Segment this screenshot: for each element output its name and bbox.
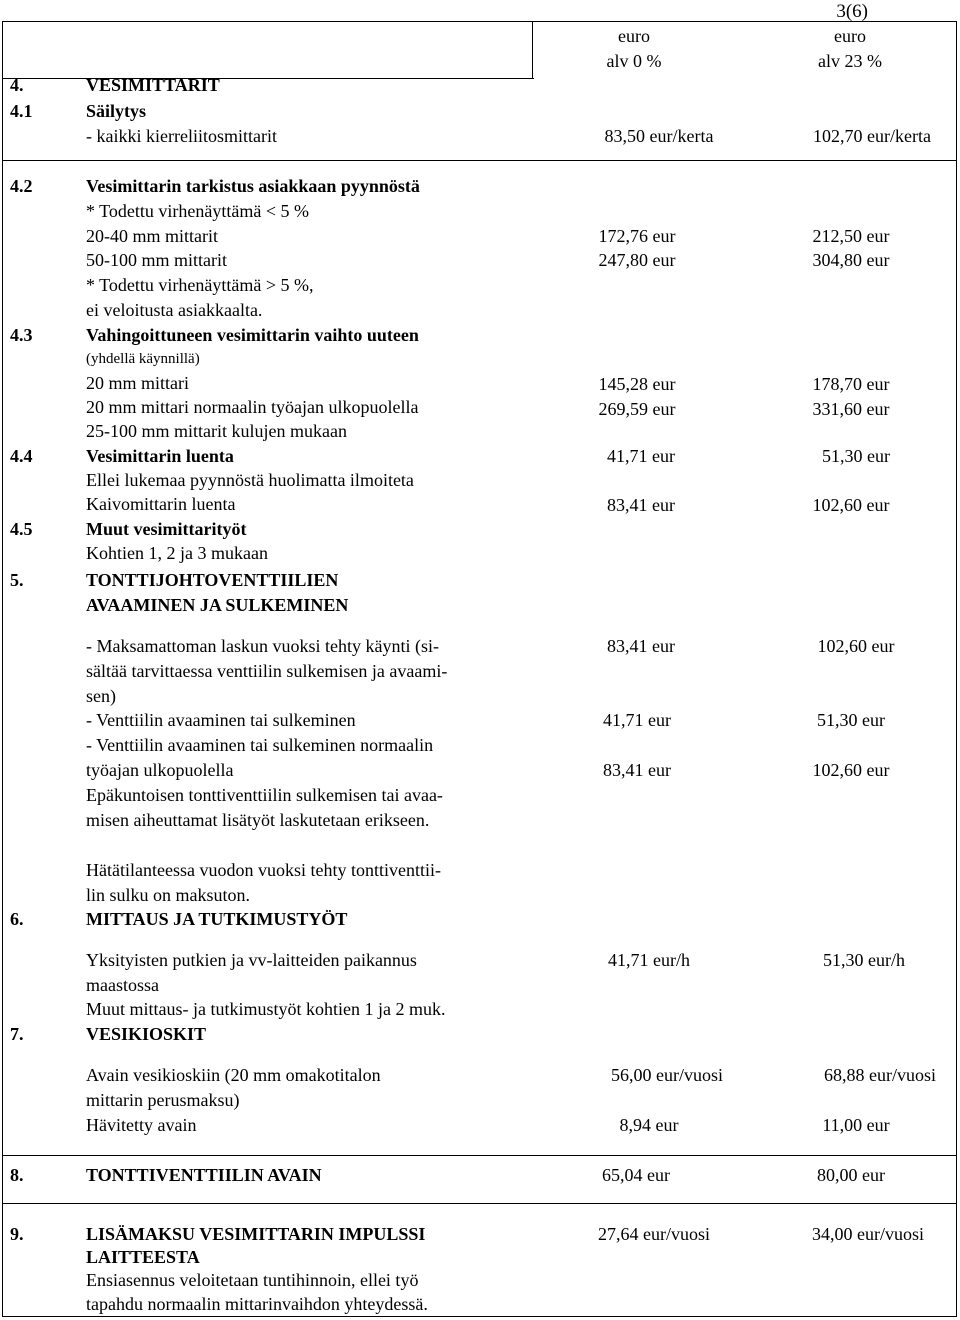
section-4-3-line-3: 25-100 mm mittarit kulujen mukaan — [86, 421, 347, 441]
section-5-line-5: - Venttiilin avaaminen tai sulkeminen normaalin — [86, 735, 434, 755]
section-4-3-title: Vahingoittuneen vesimittarin vaihto uuteen — [86, 325, 419, 345]
section-4-4-number: 4.4 — [10, 446, 33, 466]
section-4-1-line: - kaikki kierreliitosmittarit — [86, 126, 277, 146]
section-6-line-1-price-vat0: 41,71 eur/h — [608, 950, 690, 970]
section-5-line-1-price-vat0: 83,41 eur — [607, 636, 675, 656]
section-7-title: VESIKIOSKIT — [86, 1024, 207, 1044]
section-5-line-4-price-vat0: 41,71 eur — [603, 710, 671, 730]
section-5-line-6-price-vat0: 83,41 eur — [603, 760, 671, 780]
section-9-title-2: LAITTEESTA — [86, 1247, 200, 1267]
section-4-1-price-vat0: 83,50 eur/kerta — [604, 126, 714, 146]
section-4-number: 4. — [10, 75, 24, 95]
section-5-title-2: AVAAMINEN JA SULKEMINEN — [86, 595, 349, 615]
section-4-2-line-2-price-vat0: 172,76 eur — [598, 226, 676, 246]
section-4-2-line-4: * Todettu virhenäyttämä > 5 %, — [86, 275, 314, 295]
section-4-5-number: 4.5 — [10, 519, 33, 539]
section-4-4-price-vat0: 41,71 eur — [607, 446, 675, 466]
section-5-line-1: - Maksamattoman laskun vuoksi tehty käynti (si- — [86, 636, 439, 656]
section-5-line-3: sen) — [86, 686, 116, 706]
section-4-5-title: Muut vesimittarityöt — [86, 519, 247, 539]
section-4-3-number: 4.3 — [10, 325, 33, 345]
section-6-title: MITTAUS JA TUTKIMUSTYÖT — [86, 909, 348, 929]
col-header-vat0: alv 0 % — [606, 51, 662, 71]
section-7-line-1-price-vat0: 56,00 eur/vuosi — [611, 1065, 723, 1085]
section-4-2-line-2-price-vat23: 212,50 eur — [812, 226, 890, 246]
section-4-5-line-1: Kohtien 1, 2 ja 3 mukaan — [86, 543, 268, 563]
section-5-line-8: misen aiheuttamat lisätyöt laskutetaan erikseen. — [86, 810, 430, 830]
section-6-line-3: Muut mittaus- ja tutkimustyöt kohtien 1 ja 2 muk. — [86, 999, 446, 1019]
section-4-3-line-2: 20 mm mittari normaalin työajan ulkopuolella — [86, 397, 419, 417]
section-4-4-line-2: Kaivomittarin luenta — [86, 494, 236, 514]
section-5-line-10: lin sulku on maksuton. — [86, 885, 251, 905]
section-4-3-subtitle: (yhdellä käynnillä) — [86, 351, 200, 367]
section-5-line-2: sältää tarvittaessa venttiilin sulkemisen ja avaami- — [86, 661, 448, 681]
section-4-4-line-1: Ellei lukemaa pyynnöstä huolimatta ilmoiteta — [86, 470, 414, 490]
section-4-1-price-vat23: 102,70 eur/kerta — [813, 126, 931, 146]
section-4-2-title: Vesimittarin tarkistus asiakkaan pyynnöstä — [86, 176, 420, 196]
section-8-number: 8. — [10, 1165, 24, 1185]
section-8-title: TONTTIVENTTIILIN AVAIN — [86, 1165, 322, 1185]
section-4-1-number: 4.1 — [10, 101, 33, 121]
section-7-number: 7. — [10, 1024, 24, 1044]
section-4-3-line-2-price-vat0: 269,59 eur — [598, 399, 676, 419]
section-5-line-4: - Venttiilin avaaminen tai sulkeminen — [86, 710, 356, 730]
section-9-number: 9. — [10, 1224, 24, 1244]
section-4-2-line-5: ei veloitusta asiakkaalta. — [86, 300, 263, 320]
section-5-line-1-price-vat23: 102,60 eur — [817, 636, 895, 656]
section-5-number: 5. — [10, 570, 24, 590]
section-4-4-price-vat23: 51,30 eur — [822, 446, 890, 466]
section-4-2-line-2: 20-40 mm mittarit — [86, 226, 218, 246]
section-8-price-vat0: 65,04 eur — [602, 1165, 670, 1185]
col-header-vat23: alv 23 % — [818, 51, 882, 71]
section-7-line-2: mittarin perusmaksu) — [86, 1090, 240, 1110]
section-4-1-title: Säilytys — [86, 101, 147, 121]
section-6-line-1: Yksityisten putkien ja vv-laitteiden paikannus — [86, 950, 417, 970]
section-5-line-6: työajan ulkopuolella — [86, 760, 234, 780]
section-4-3-line-1-price-vat0: 145,28 eur — [598, 374, 676, 394]
section-9-title-1: LISÄMAKSU VESIMITTARIN IMPULSSI — [86, 1224, 426, 1244]
section-6-number: 6. — [10, 909, 24, 929]
section-4-title: VESIMITTARIT — [86, 75, 220, 95]
section-7-line-3: Hävitetty avain — [86, 1115, 197, 1135]
section-9-price-vat23: 34,00 eur/vuosi — [812, 1224, 924, 1244]
col-header-euro-2: euro — [834, 26, 866, 46]
section-4-2-line-1: * Todettu virhenäyttämä < 5 % — [86, 201, 310, 221]
section-9-line-1: Ensiasennus veloitetaan tuntihinnoin, ellei työ — [86, 1270, 419, 1290]
section-4-2-number: 4.2 — [10, 176, 33, 196]
section-rule-4-1 — [2, 160, 957, 161]
section-6-line-1-price-vat23: 51,30 eur/h — [823, 950, 905, 970]
header-divider — [532, 21, 533, 78]
col-header-euro-1: euro — [618, 26, 650, 46]
section-7-line-1-price-vat23: 68,88 eur/vuosi — [824, 1065, 936, 1085]
section-4-4-title: Vesimittarin luenta — [86, 446, 234, 466]
section-7-line-3-price-vat23: 11,00 eur — [822, 1115, 890, 1135]
page-number: 3(6) — [836, 1, 868, 22]
header-rule — [2, 78, 534, 79]
section-6-line-2: maastossa — [86, 975, 159, 995]
section-9-price-vat0: 27,64 eur/vuosi — [598, 1224, 710, 1244]
section-4-4-line-2-price-vat23: 102,60 eur — [812, 495, 890, 515]
section-5-title-1: TONTTIJOHTOVENTTIILIEN — [86, 570, 339, 590]
section-5-line-4-price-vat23: 51,30 eur — [817, 710, 885, 730]
section-4-4-line-2-price-vat0: 83,41 eur — [607, 495, 675, 515]
section-7-line-1: Avain vesikioskiin (20 mm omakotitalon — [86, 1065, 381, 1085]
section-5-line-7: Epäkuntoisen tonttiventtiilin sulkemisen tai avaa- — [86, 785, 443, 805]
section-9-line-2: tapahdu normaalin mittarinvaihdon yhteydessä. — [86, 1294, 428, 1314]
section-rule-8 — [2, 1203, 957, 1204]
section-4-3-line-2-price-vat23: 331,60 eur — [812, 399, 890, 419]
section-4-2-line-3-price-vat0: 247,80 eur — [598, 250, 676, 270]
section-4-3-line-1: 20 mm mittari — [86, 373, 189, 393]
section-5-line-6-price-vat23: 102,60 eur — [812, 760, 890, 780]
section-5-line-9: Hätätilanteessa vuodon vuoksi tehty tonttiventtii- — [86, 860, 441, 880]
section-7-line-3-price-vat0: 8,94 eur — [619, 1115, 679, 1135]
section-4-2-line-3-price-vat23: 304,80 eur — [812, 250, 890, 270]
section-8-price-vat23: 80,00 eur — [817, 1165, 885, 1185]
section-4-2-line-3: 50-100 mm mittarit — [86, 250, 227, 270]
section-rule-7 — [2, 1155, 957, 1156]
section-4-3-line-1-price-vat23: 178,70 eur — [812, 374, 890, 394]
